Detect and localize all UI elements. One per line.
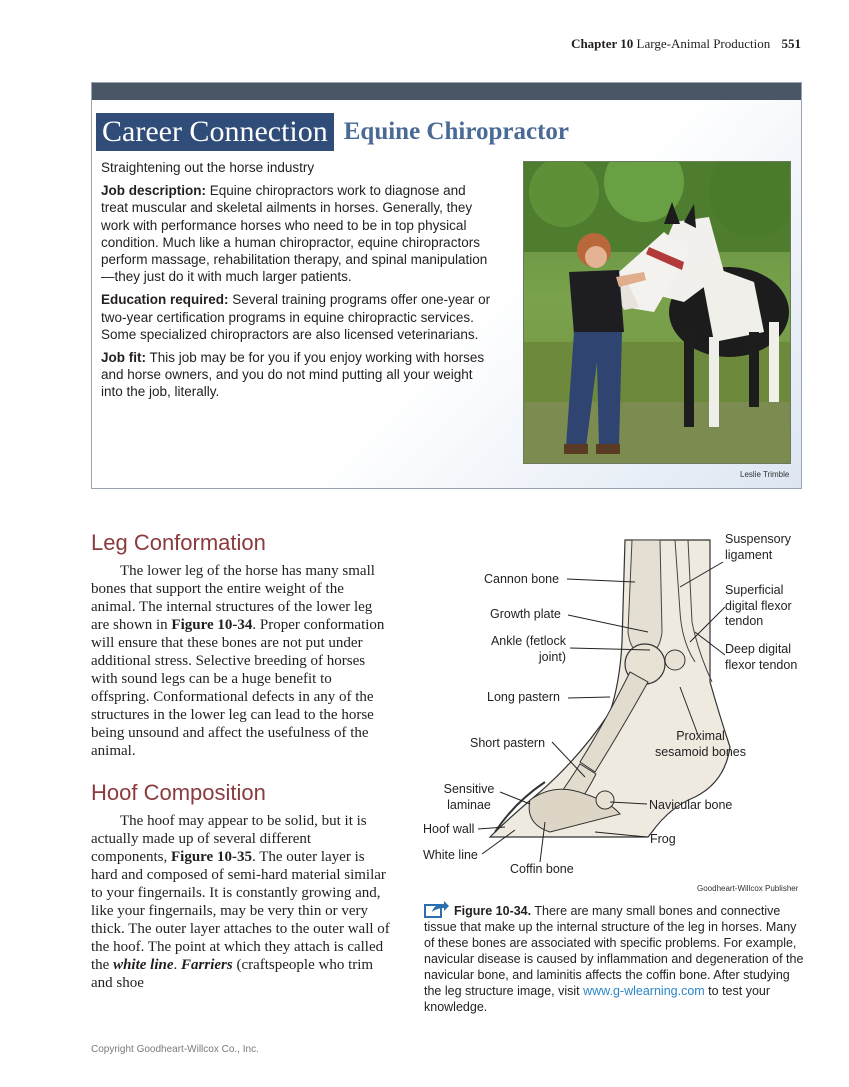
job-fit: [101, 349, 496, 401]
term-white-line: white line: [113, 957, 174, 973]
education-label: Education required:: [101, 292, 229, 308]
label-deep-flexor-tendon: Deep digital flexor tendon: [725, 642, 798, 672]
share-arrow-icon: [424, 900, 450, 918]
running-head: [571, 36, 801, 52]
hoof-composition-paragraph: [91, 812, 391, 992]
job-description-text: Equine chiropractors work to diagnose and treat muscular and skeletal ailments in horses. Generally, they work with performance horses who need to be in top physical condition. Much like a human chiropractor, equine chiropractors perform massage, rehabilitation therapy, and spinal manipulation—they just do it with much larger patients.: [101, 183, 488, 285]
main-column: [91, 530, 391, 992]
label-growth-plate: Growth plate: [490, 607, 561, 621]
career-tagline: Straightening out the horse industry: [101, 160, 315, 175]
chapter-number: Chapter 10: [571, 36, 634, 51]
career-heading: [96, 113, 569, 151]
caption-figure-number: Figure 10-34.: [454, 904, 532, 918]
chiropractor-horse-photo: [523, 161, 791, 464]
career-connection-box: [91, 82, 802, 489]
caption-link[interactable]: www.g-wlearning.com: [583, 984, 705, 998]
figure-caption: [424, 900, 804, 1015]
figure-reference: Figure 10-34: [171, 617, 253, 633]
hoof-composition-heading: Hoof Composition: [91, 780, 266, 805]
term-farriers: Farriers: [181, 957, 233, 973]
text-run: The hoof may appear to be solid, but it is actually made up of several different components,: [91, 813, 367, 865]
label-suspensory-ligament: Suspensory ligament: [725, 532, 792, 562]
label-sensitive-laminae: Sensitive laminae: [443, 782, 495, 812]
text-run: . Proper conformation will ensure that these bones are not put under additional stress. Selective breeding of horses with sound legs can be a huge benefit to offspring. Conformational defects in any of the structures in the lower leg can lead to the horse being unsound and affect the usefulness of the animal.: [91, 617, 385, 759]
label-cannon-bone: Cannon bone: [484, 572, 560, 586]
education-text: Several training programs offer one-year or two-year certification programs in equine chiropractic services. Some specialized chiropractors are also licensed veterinarians.: [101, 292, 491, 342]
career-title: Career Connection: [96, 113, 334, 151]
career-box-top-bar: [92, 83, 801, 100]
label-proximal-sesamoid: Proximal sesamoid bones: [654, 729, 747, 759]
photo-credit: Leslie Trimble: [740, 470, 790, 479]
text-run: .: [173, 957, 182, 973]
copyright-footer: Copyright Goodheart-Willcox Co., Inc.: [91, 1044, 259, 1055]
career-text: [101, 159, 496, 407]
label-frog: Frog: [650, 832, 676, 846]
leg-conformation-heading: Leg Conformation: [91, 530, 266, 555]
figure-reference: Figure 10-35: [171, 849, 252, 865]
chapter-title: Large-Animal Production: [636, 36, 771, 51]
label-hoof-wall: Hoof wall: [423, 822, 475, 836]
label-white-line: White line: [423, 848, 478, 862]
caption-end: to test your knowledge.: [424, 984, 771, 1014]
text-run: The lower leg of the horse has many small bones that support the entire weight of the animal. The internal structures of the lower leg are shown in: [91, 563, 375, 633]
caption-text: There are many small bones and connective tissue that make up the internal structure of the leg in horses. Many of these bones are associated with specific problems. For example, navicular disease is caused by inflammation and degeneration of the navicular bone, and laminitis affects the coffin bone. After studying the leg structure image, visit: [424, 904, 804, 998]
figure-credit: Goodheart-Willcox Publisher: [697, 884, 799, 893]
page-number: 551: [781, 36, 801, 51]
label-coffin-bone: Coffin bone: [510, 862, 574, 876]
text-run: (craftspeople who trim and shoe: [91, 957, 374, 991]
job-description-label: Job description:: [101, 183, 207, 199]
label-ankle: Ankle (fetlock joint): [490, 634, 566, 664]
text-run: . The outer layer is hard and composed of semi-hard material similar to your fingernails. It is constantly growing and, like your fingernails, may be very thin or very thick. The outer layer attaches to the outer wall of the hoof. The point at which they attach is called the: [91, 849, 390, 973]
education-required: [101, 291, 496, 343]
label-superficial-flexor-tendon: Superficial digital flexor tendon: [725, 583, 792, 628]
leg-structure-diagram: [420, 532, 810, 882]
job-description: [101, 182, 496, 285]
career-subtitle: Equine Chiropractor: [343, 118, 569, 145]
job-fit-label: Job fit:: [101, 350, 146, 366]
label-short-pastern: Short pastern: [470, 736, 546, 750]
label-long-pastern: Long pastern: [487, 690, 560, 704]
job-fit-text: This job may be for you if you enjoy working with horses and horse owners, and you do not mind putting all your weight into the job, literally.: [101, 350, 485, 400]
leg-conformation-paragraph: [91, 562, 391, 760]
label-navicular-bone: Navicular bone: [649, 798, 733, 812]
